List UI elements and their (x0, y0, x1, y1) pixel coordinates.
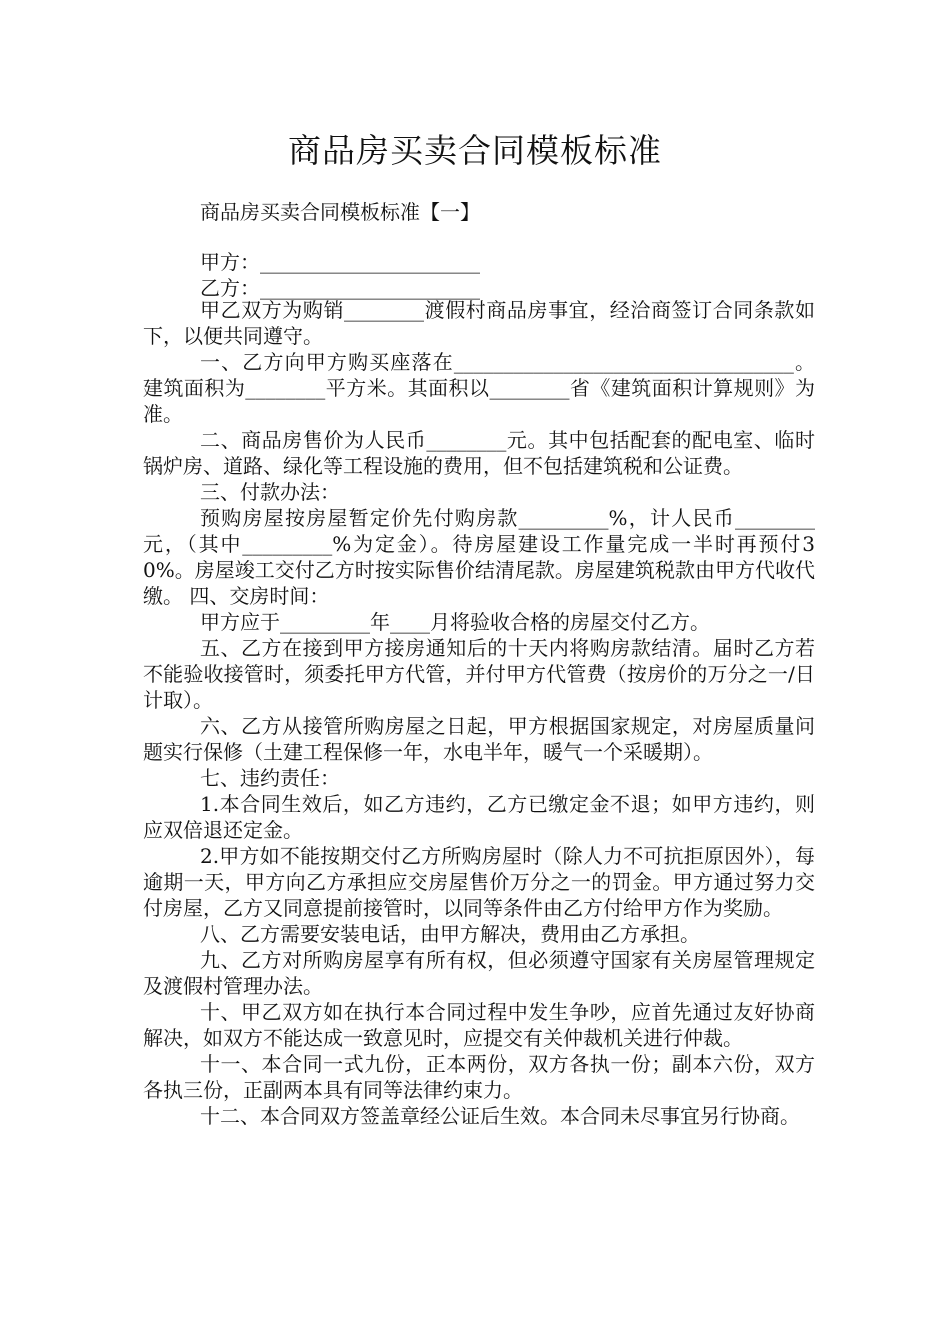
contract-body (143, 297, 815, 1129)
paragraph-clause-4-body: 甲方应于_________年____月将验收合格的房屋交付乙方。 (200, 610, 710, 634)
party-a-line: 甲方：______________________ (200, 250, 480, 274)
paragraph-clause-1: 一、乙方向甲方购买座落在__________________________________。建筑面积为________平方米。其面积以________省《建筑面积计算规则》为准。 (143, 350, 815, 426)
paragraph-clause-7-heading: 七、违约责任： (200, 766, 340, 790)
paragraph-clause-12: 十二、本合同双方签盖章经公证后生效。本合同未尽事宜另行协商。 (200, 1104, 800, 1128)
paragraph-clause-3-heading: 三、付款办法： (200, 480, 340, 504)
paragraph-clause-11: 十一、本合同一式九份，正本两份，双方各执一份；副本六份，双方各执三份，正副两本具有同等法律约束力。 (143, 1052, 815, 1102)
paragraph-clause-2: 二、商品房售价为人民币________元。其中包括配套的配电室、临时锅炉房、道路、绿化等工程设施的费用，但不包括建筑税和公证费。 (143, 428, 815, 478)
party-b-line: 乙方：______________________ (200, 276, 480, 300)
document-title: 商品房买卖合同模板标准 (288, 131, 662, 170)
paragraph-clause-3-body: 预购房屋按房屋暂定价先付购房款_________%，计人民币________元，（其中_________%为定金）。待房屋建设工作量完成一半时再预付30%。房屋竣工交付乙方时按实际售价结清尾款。房屋建筑税款由甲方代收代缴。 四、交房时间： (143, 506, 815, 608)
paragraph-clause-5: 五、乙方在接到甲方接房通知后的十天内将购房款结清。届时乙方若不能验收接管时，须委托甲方代管，并付甲方代管费（按房价的万分之一/日计取）。 (143, 636, 815, 712)
paragraph-clause-10: 十、甲乙双方如在执行本合同过程中发生争吵，应首先通过友好协商解决，如双方不能达成一致意见时，应提交有关仲裁机关进行仲裁。 (143, 1000, 815, 1050)
paragraph-clause-9: 九、乙方对所购房屋享有所有权，但必须遵守国家有关房屋管理规定及渡假村管理办法。 (143, 948, 815, 998)
paragraph-clause-7-item-1: 1.本合同生效后，如乙方违约，乙方已缴定金不退；如甲方违约，则应双倍退还定金。 (143, 792, 815, 842)
paragraph-intro: 甲乙双方为购销________渡假村商品房事宜，经洽商签订合同条款如下，以便共同遵守。 (143, 298, 815, 348)
paragraph-clause-8: 八、乙方需要安装电话，由甲方解决，费用由乙方承担。 (200, 922, 700, 946)
paragraph-clause-7-item-2: 2.甲方如不能按期交付乙方所购房屋时（除人力不可抗拒原因外），每逾期一天，甲方向乙方承担应交房屋售价万分之一的罚金。甲方通过努力交付房屋，乙方又同意提前接管时，以同等条件由乙方付给甲方作为奖励。 (143, 844, 815, 920)
document-subtitle: 商品房买卖合同模板标准【一】 (200, 200, 480, 224)
paragraph-clause-6: 六、乙方从接管所购房屋之日起，甲方根据国家规定，对房屋质量问题实行保修（土建工程保修一年，水电半年，暖气一个采暖期）。 (143, 714, 815, 764)
